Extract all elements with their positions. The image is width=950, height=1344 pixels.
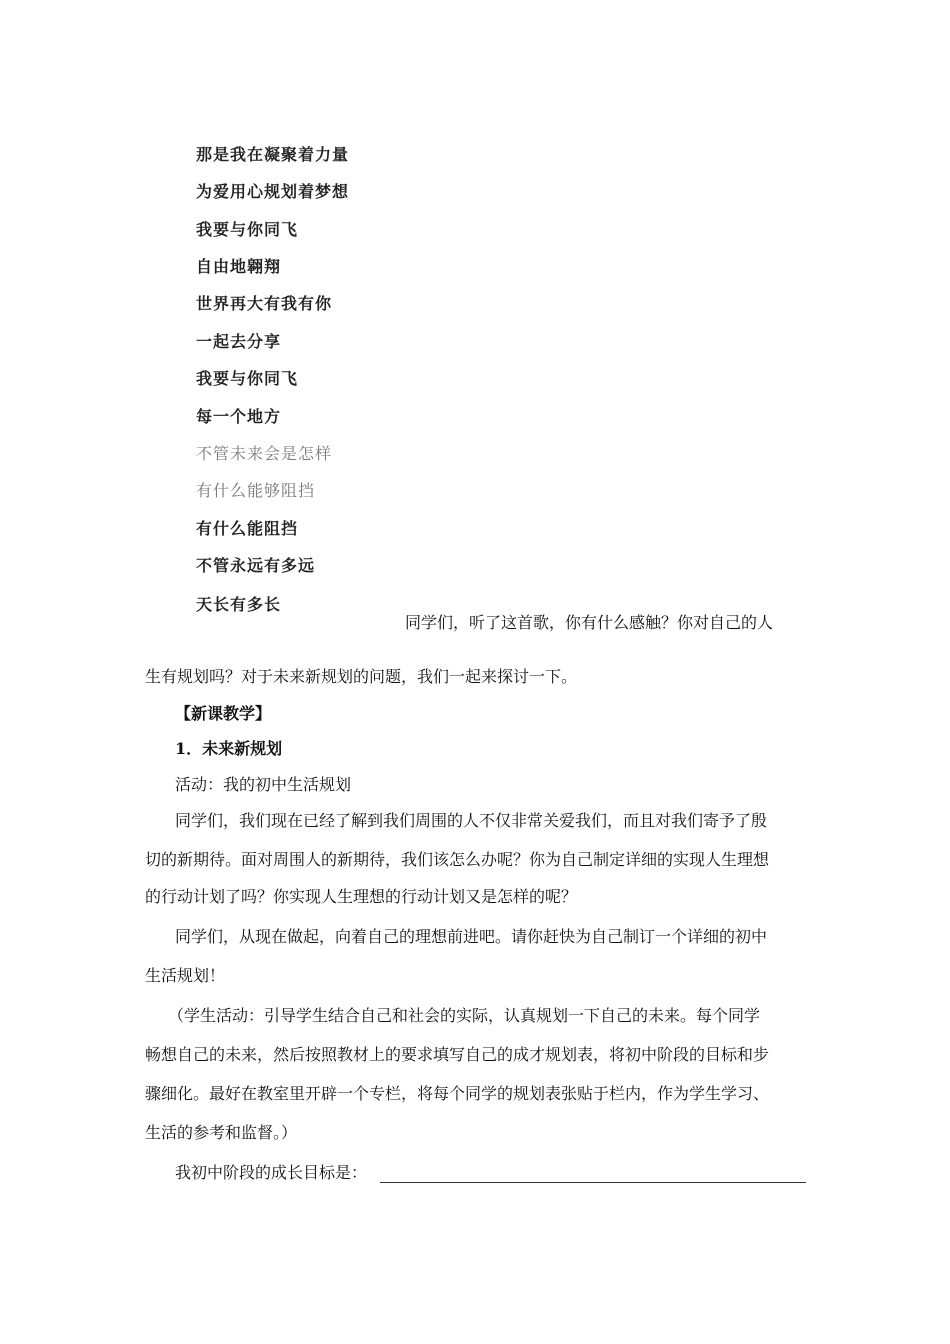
lyric-line: 自由地翱翔 (196, 257, 282, 276)
activity-title: 活动：我的初中生活规划 (175, 775, 352, 794)
intro-line-2: 生有规划吗？对于未来新规划的问题，我们一起来探讨一下。 (145, 667, 578, 686)
section-heading: 【新课教学】 (175, 704, 272, 723)
lyric-line: 为爱用心规划着梦想 (196, 182, 350, 201)
paragraph-line: 生活的参考和监督。） (145, 1123, 298, 1142)
subheading: 1．未来新规划 (175, 739, 283, 758)
lyric-line: 每一个地方 (196, 407, 282, 426)
paragraph-line: 的行动计划了吗？你实现人生理想的行动计划又是怎样的呢？ (145, 887, 578, 906)
lyric-line: 一起去分享 (196, 332, 282, 351)
goal-fill-in-line[interactable] (380, 1182, 806, 1183)
paragraph-line: （学生活动：引导学生结合自己和社会的实际，认真规划一下自己的未来。每个同学 (168, 1006, 761, 1025)
lyric-line: 有什么能够阻挡 (196, 481, 316, 500)
lyric-line: 我要与你同飞 (196, 369, 299, 388)
paragraph-line: 生活规划！ (145, 966, 226, 985)
lyric-line: 不管永远有多远 (196, 556, 316, 575)
paragraph-line: 同学们，我们现在已经了解到我们周围的人不仅非常关爱我们，而且对我们寄予了殷 (175, 811, 768, 830)
paragraph-line: 骤细化。最好在教室里开辟一个专栏，将每个同学的规划表张贴于栏内，作为学生学习、 (145, 1084, 770, 1103)
lyric-line: 我要与你同飞 (196, 220, 299, 239)
lyric-line: 那是我在凝聚着力量 (196, 145, 350, 164)
goal-label: 我初中阶段的成长目标是： (175, 1163, 368, 1182)
paragraph-line: 畅想自己的未来，然后按照教材上的要求填写自己的成才规划表，将初中阶段的目标和步 (145, 1045, 770, 1064)
lyric-line: 有什么能阻挡 (196, 519, 299, 538)
lyric-line: 天长有多长 (196, 595, 282, 614)
lyric-line: 不管未来会是怎样 (196, 444, 333, 463)
lyric-line: 世界再大有我有你 (196, 294, 333, 313)
intro-line-1: 同学们，听了这首歌，你有什么感触？你对自己的人 (405, 613, 774, 632)
paragraph-line: 同学们，从现在做起，向着自己的理想前进吧。请你赶快为自己制订一个详细的初中 (175, 927, 768, 946)
paragraph-line: 切的新期待。面对周围人的新期待，我们该怎么办呢？你为自己制定详细的实现人生理想 (145, 850, 770, 869)
